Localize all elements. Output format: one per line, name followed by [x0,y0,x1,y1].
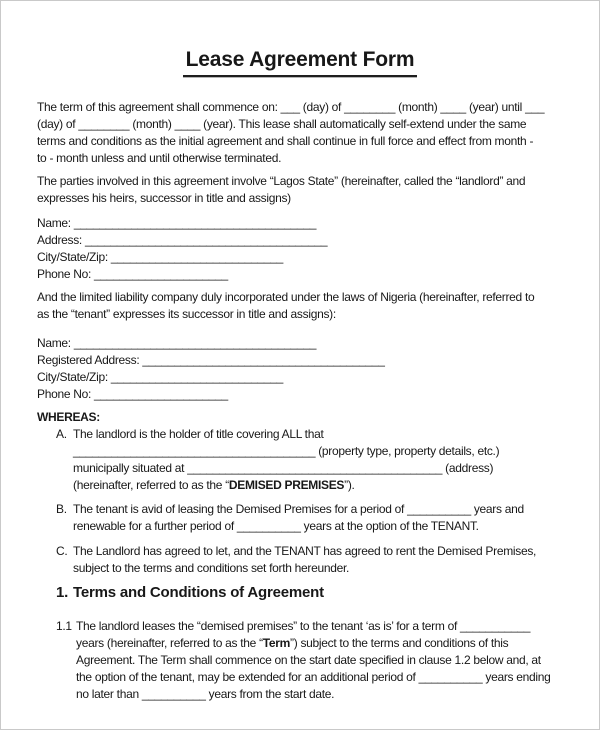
text-line: The tenant is avid of leasing the Demised Premises for a period of __________ years and [73,502,524,516]
section-1-heading-label: Terms and Conditions of Agreement [73,584,324,601]
text-line: The landlord leases the “demised premises” to the tenant ‘as is’ for a term of ___________ [76,619,531,633]
text-line: expresses his heirs, successor in title and assigns) [37,191,291,205]
tenant-name-field: Name: ______________________________________ [37,336,317,350]
text-run: years (hereinafter, referred to as the “ [76,636,263,650]
landlord-fields-block [37,215,563,283]
text-line: The term of this agreement shall commence on: ___ (day) of ________ (month) ____ (year) until ___ [37,100,545,114]
text-line: the option of the tenant, may be extended for an additional period of __________ years ending [76,670,551,684]
text-line [73,477,563,494]
tenant-registered-address-field: Registered Address: ______________________________________ [37,353,385,367]
whereas-heading-label: WHEREAS: [37,410,100,424]
property-address-blank-line: municipally situated at ________________________________________ (address) [73,461,494,475]
tenant-fields-block [37,335,563,403]
document-title: Lease Agreement Form [183,47,418,77]
text-line: terms and conditions as the initial agreement and shall continue in full force and effect from month - [37,134,534,148]
tenant-city-state-zip-field: City/State/Zip: ___________________________ [37,370,283,384]
tenant-phone-field: Phone No: _____________________ [37,387,228,401]
landlord-phone-field: Phone No: _____________________ [37,267,228,281]
section-1-number: 1. [56,584,69,601]
text-run: ”) subject to the terms and conditions of this [290,636,509,650]
text-run: (hereinafter, referred to as the “ [73,478,229,492]
whereas-item-c [37,543,563,577]
whereas-heading [37,409,563,426]
tenant-intro-paragraph [37,289,563,323]
demised-premises-bold-run: DEMISED PREMISES [228,478,345,492]
whereas-item-b [37,501,563,535]
whereas-item-b-marker: B. [56,502,67,516]
clause-1-1-number: 1.1 [56,619,72,633]
whereas-item-a [37,426,563,494]
text-line: Agreement. The Term shall commence on the start date specified in clause 1.2 below and, at [76,653,541,667]
landlord-name-field: Name: ______________________________________ [37,216,317,230]
section-1-heading [37,583,563,603]
clause-1-1 [37,618,563,703]
text-line [76,635,563,652]
text-line: (day) of ________ (month) ____ (year). This lease shall automatically self-extend under the same [37,117,527,131]
landlord-address-field: Address: ______________________________________ [37,233,328,247]
text-line: renewable for a further period of __________ years at the option of the TENANT. [73,519,479,533]
landlord-city-state-zip-field: City/State/Zip: ___________________________ [37,250,283,264]
text-line: as the “tenant” expresses its successor in title and assigns): [37,307,336,321]
document-title-wrap [37,47,563,77]
text-run: ”). [344,478,355,492]
text-line: The Landlord has agreed to let, and the TENANT has agreed to rent the Demised Premises, [73,544,537,558]
text-line: to - month unless and until otherwise terminated. [37,151,282,165]
parties-paragraph [37,173,563,207]
whereas-item-c-marker: C. [56,544,68,558]
text-line: The landlord is the holder of title covering ALL that [73,427,324,441]
term-commencement-paragraph [37,99,563,167]
text-line: And the limited liability company duly incorporated under the laws of Nigeria (hereinafter, referred to [37,290,535,304]
whereas-item-a-marker: A. [56,427,67,441]
text-line: subject to the terms and conditions set forth hereunder. [73,561,350,575]
text-line: no later than __________ years from the start date. [76,687,335,701]
text-line: The parties involved in this agreement involve “Lagos State” (hereinafter, called the “landlord” and [37,174,526,188]
term-bold-run: Term [262,636,291,650]
property-details-blank-line: ______________________________________ (property type, property details, etc.) [73,444,500,458]
